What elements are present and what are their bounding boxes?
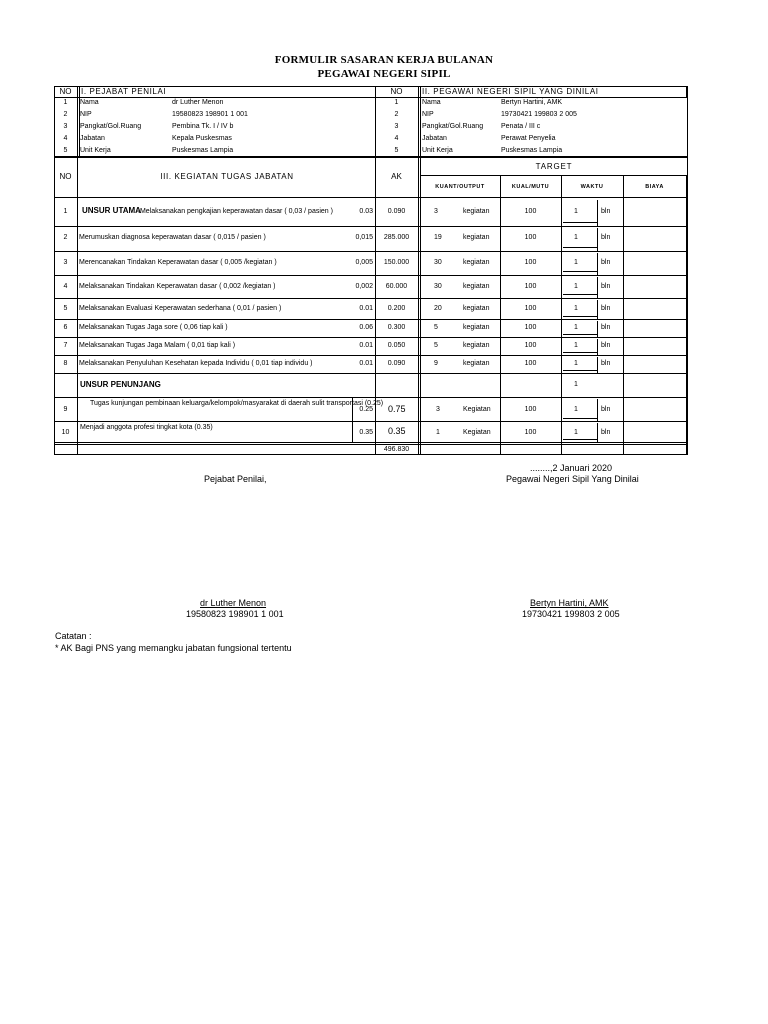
penilai-row-value: Pembina Tk. I / IV b [172, 123, 234, 130]
row-no: 5 [63, 305, 68, 312]
row-no: 10 [61, 429, 70, 436]
waktu-header: WAKTU [580, 184, 604, 190]
dinilai-row-no: 5 [394, 147, 399, 154]
row-mutu: 100 [524, 259, 537, 266]
kegiatan-header: III. KEGIATAN TUGAS JABATAN [160, 172, 294, 181]
penilai-row-no: 3 [63, 123, 68, 130]
row-ak: 0.75 [388, 404, 406, 414]
row-rate: 0,002 [355, 283, 373, 290]
row-desc: :Melaksanakan pengkajian keperawatan dasar ( 0,03 / pasien ) [138, 208, 333, 215]
row-qty: 3 [434, 208, 438, 215]
row-unit: kegiatan [463, 360, 490, 367]
penilai-row-no: 5 [63, 147, 68, 154]
row-waktu: 1 [574, 305, 578, 312]
dinilai-row-value: Bertyn Hartini, AMK [501, 99, 563, 106]
date-line: ........,2 Januari 2020 [530, 463, 613, 473]
row-waktu: 1 [574, 208, 578, 215]
penilai-row-no: 1 [63, 99, 68, 106]
target-header: TARGET [535, 162, 573, 171]
row-qty: 19 [434, 234, 442, 241]
row-qty: 20 [434, 305, 442, 312]
row-no: 7 [63, 342, 68, 349]
row-unit: kegiatan [463, 208, 490, 215]
kuant-header: KUANT/OUTPUT [435, 184, 485, 190]
penilai-row-value: Puskesmas Lampia [172, 147, 234, 154]
unsur-utama-label: UNSUR UTAMA [82, 206, 141, 215]
row-waktu-unit: bln [601, 259, 611, 266]
row-ak: 0.090 [387, 360, 406, 367]
row-qty: 5 [434, 324, 438, 331]
row-desc: Melaksanakan Tugas Jaga Malam ( 0,01 tiap kali ) [79, 342, 236, 349]
row-no: 1 [63, 208, 68, 215]
row-waktu: 1 [574, 381, 578, 388]
row-desc: Melaksanakan Tindakan Keperawatan dasar ( 0,002 /kegiatan ) [79, 283, 276, 290]
row-no: 9 [63, 406, 68, 413]
row-waktu-unit: bln [601, 324, 611, 331]
signer-right-nip: 19730421 199803 2 005 [522, 609, 620, 619]
ak-header: AK [391, 172, 402, 181]
row-desc: Melaksanakan Tugas Jaga sore ( 0,06 tiap kali ) [79, 324, 228, 331]
row-unit: kegiatan [463, 234, 490, 241]
row-waktu-unit: bln [601, 406, 611, 413]
row-waktu-unit: bln [601, 305, 611, 312]
dinilai-row-value: 19730421 199803 2 005 [501, 111, 577, 118]
penilai-row-label: Pangkat/Gol.Ruang [80, 123, 142, 130]
row-rate: 0.25 [359, 406, 373, 413]
row-qty: 9 [434, 360, 438, 367]
dinilai-row-label: Pangkat/Gol.Ruang [422, 123, 484, 130]
penilai-row-no: 4 [63, 135, 68, 142]
signer-right-name: Bertyn Hartini, AMK [530, 598, 609, 608]
task-no-header: NO [59, 172, 72, 181]
dinilai-row-label: Unit Kerja [422, 147, 453, 154]
row-no: 4 [63, 283, 68, 290]
row-desc: Tugas kunjungan pembinaan keluarga/kelompok/masyarakat di daerah sulit transportasi (0.25) [90, 400, 384, 407]
row-waktu-unit: bln [601, 283, 611, 290]
penilai-row-value: dr Luther Menon [172, 99, 224, 106]
row-ak: 0.35 [388, 426, 406, 436]
row-waktu: 1 [574, 406, 578, 413]
dinilai-row-no: 3 [394, 123, 399, 130]
row-mutu: 100 [524, 208, 537, 215]
kual-header: KUAL/MUTU [511, 184, 550, 190]
dinilai-row-label: Nama [422, 99, 441, 106]
row-waktu: 1 [574, 342, 578, 349]
row-waktu: 1 [574, 324, 578, 331]
row-ak: 0.050 [387, 342, 406, 349]
row-rate: 0,015 [355, 234, 373, 241]
identity-no-header: NO [59, 87, 72, 96]
row-rate: 0.35 [359, 429, 373, 436]
form-title: FORMULIR SASARAN KERJA BULANAN [274, 54, 494, 66]
row-rate: 0.01 [359, 360, 373, 367]
catatan-text: * AK Bagi PNS yang memangku jabatan fungsional tertentu [55, 643, 292, 653]
row-unit: kegiatan [463, 342, 490, 349]
row-ak: 0.090 [387, 208, 406, 215]
row-mutu: 100 [524, 342, 537, 349]
dinilai-row-value: Perawat Penyelia [501, 135, 556, 142]
dinilai-row-no: 4 [394, 135, 399, 142]
penilai-row-label: Nama [80, 99, 99, 106]
penilai-row-value: 19580823 198901 1 001 [172, 111, 248, 118]
pegawai-dinilai-header: II. PEGAWAI NEGERI SIPIL YANG DINILAI [422, 87, 599, 96]
pejabat-penilai-label: Pejabat Penilai, [204, 474, 267, 484]
row-unit: kegiatan [463, 324, 490, 331]
row-no: 3 [63, 259, 68, 266]
row-mutu: 100 [524, 234, 537, 241]
row-desc: Merencanakan Tindakan Keperawatan dasar ( 0,005 /kegiatan ) [79, 259, 277, 266]
row-ak: 60.000 [385, 283, 408, 290]
row-rate: 0,005 [355, 259, 373, 266]
row-ak: 150.000 [383, 259, 410, 266]
penilai-row-label: NIP [80, 111, 92, 118]
row-rate: 0.01 [359, 305, 373, 312]
dinilai-row-label: NIP [422, 111, 434, 118]
biaya-header: BIAYA [645, 184, 664, 190]
row-unit: Kegiatan [463, 406, 491, 413]
row-waktu: 1 [574, 360, 578, 367]
row-waktu: 1 [574, 429, 578, 436]
penilai-row-label: Unit Kerja [80, 147, 111, 154]
row-waktu-unit: bln [601, 208, 611, 215]
identity-no2-header: NO [390, 87, 403, 96]
row-ak: 0.300 [387, 324, 406, 331]
penilai-row-label: Jabatan [80, 135, 105, 142]
row-rate: 0.03 [359, 208, 373, 215]
pegawai-dinilai-label: Pegawai Negeri Sipil Yang Dinilai [506, 474, 639, 484]
signer-left-name: dr Luther Menon [200, 598, 267, 608]
form-subtitle: PEGAWAI NEGERI SIPIL [317, 68, 451, 80]
row-ak: 285.000 [383, 234, 410, 241]
row-unit: kegiatan [463, 283, 490, 290]
penilai-row-no: 2 [63, 111, 68, 118]
row-no: 2 [63, 234, 68, 241]
dinilai-row-value: Puskesmas Lampia [501, 147, 563, 154]
unsur-penunjang-label: UNSUR PENUNJANG [80, 380, 161, 389]
dinilai-row-value: Penata / III c [501, 123, 541, 130]
row-unit: Kegiatan [463, 429, 491, 436]
row-waktu-unit: bln [601, 342, 611, 349]
catatan-label: Catatan : [55, 631, 92, 641]
row-unit: kegiatan [463, 259, 490, 266]
row-unit: kegiatan [463, 305, 490, 312]
row-desc: Melaksanakan Penyuluhan Kesehatan kepada Individu ( 0,01 tiap individu ) [79, 360, 313, 367]
penilai-row-value: Kepala Puskesmas [172, 135, 232, 142]
row-mutu: 100 [524, 429, 537, 436]
dinilai-row-label: Jabatan [422, 135, 447, 142]
row-rate: 0.01 [359, 342, 373, 349]
row-qty: 30 [434, 259, 442, 266]
dinilai-row-no: 1 [394, 99, 399, 106]
row-ak: 0.200 [387, 305, 406, 312]
row-desc: Melaksanakan Evaluasi Keperawatan sederhana ( 0,01 / pasien ) [79, 305, 282, 312]
row-waktu: 1 [574, 259, 578, 266]
total-ak: 496.830 [383, 446, 410, 453]
row-no: 6 [63, 324, 68, 331]
row-qty: 30 [434, 283, 442, 290]
row-waktu: 1 [574, 283, 578, 290]
signer-left-nip: 19580823 198901 1 001 [186, 609, 284, 619]
row-mutu: 100 [524, 406, 537, 413]
row-qty: 5 [434, 342, 438, 349]
row-desc: Merumuskan diagnosa keperawatan dasar ( 0,015 / pasien ) [79, 234, 266, 241]
row-no: 8 [63, 360, 68, 367]
row-mutu: 100 [524, 360, 537, 367]
row-waktu-unit: bln [601, 429, 611, 436]
row-qty: 3 [436, 406, 440, 413]
row-mutu: 100 [524, 324, 537, 331]
row-mutu: 100 [524, 283, 537, 290]
row-desc: Menjadi anggota profesi tingkat kota (0.35) [80, 424, 213, 431]
pejabat-penilai-header: I. PEJABAT PENILAI [81, 87, 167, 96]
dinilai-row-no: 2 [394, 111, 399, 118]
row-waktu-unit: bln [601, 360, 611, 367]
row-qty: 1 [436, 429, 440, 436]
row-waktu-unit: bln [601, 234, 611, 241]
row-mutu: 100 [524, 305, 537, 312]
row-rate: 0.06 [359, 324, 373, 331]
row-waktu: 1 [574, 234, 578, 241]
